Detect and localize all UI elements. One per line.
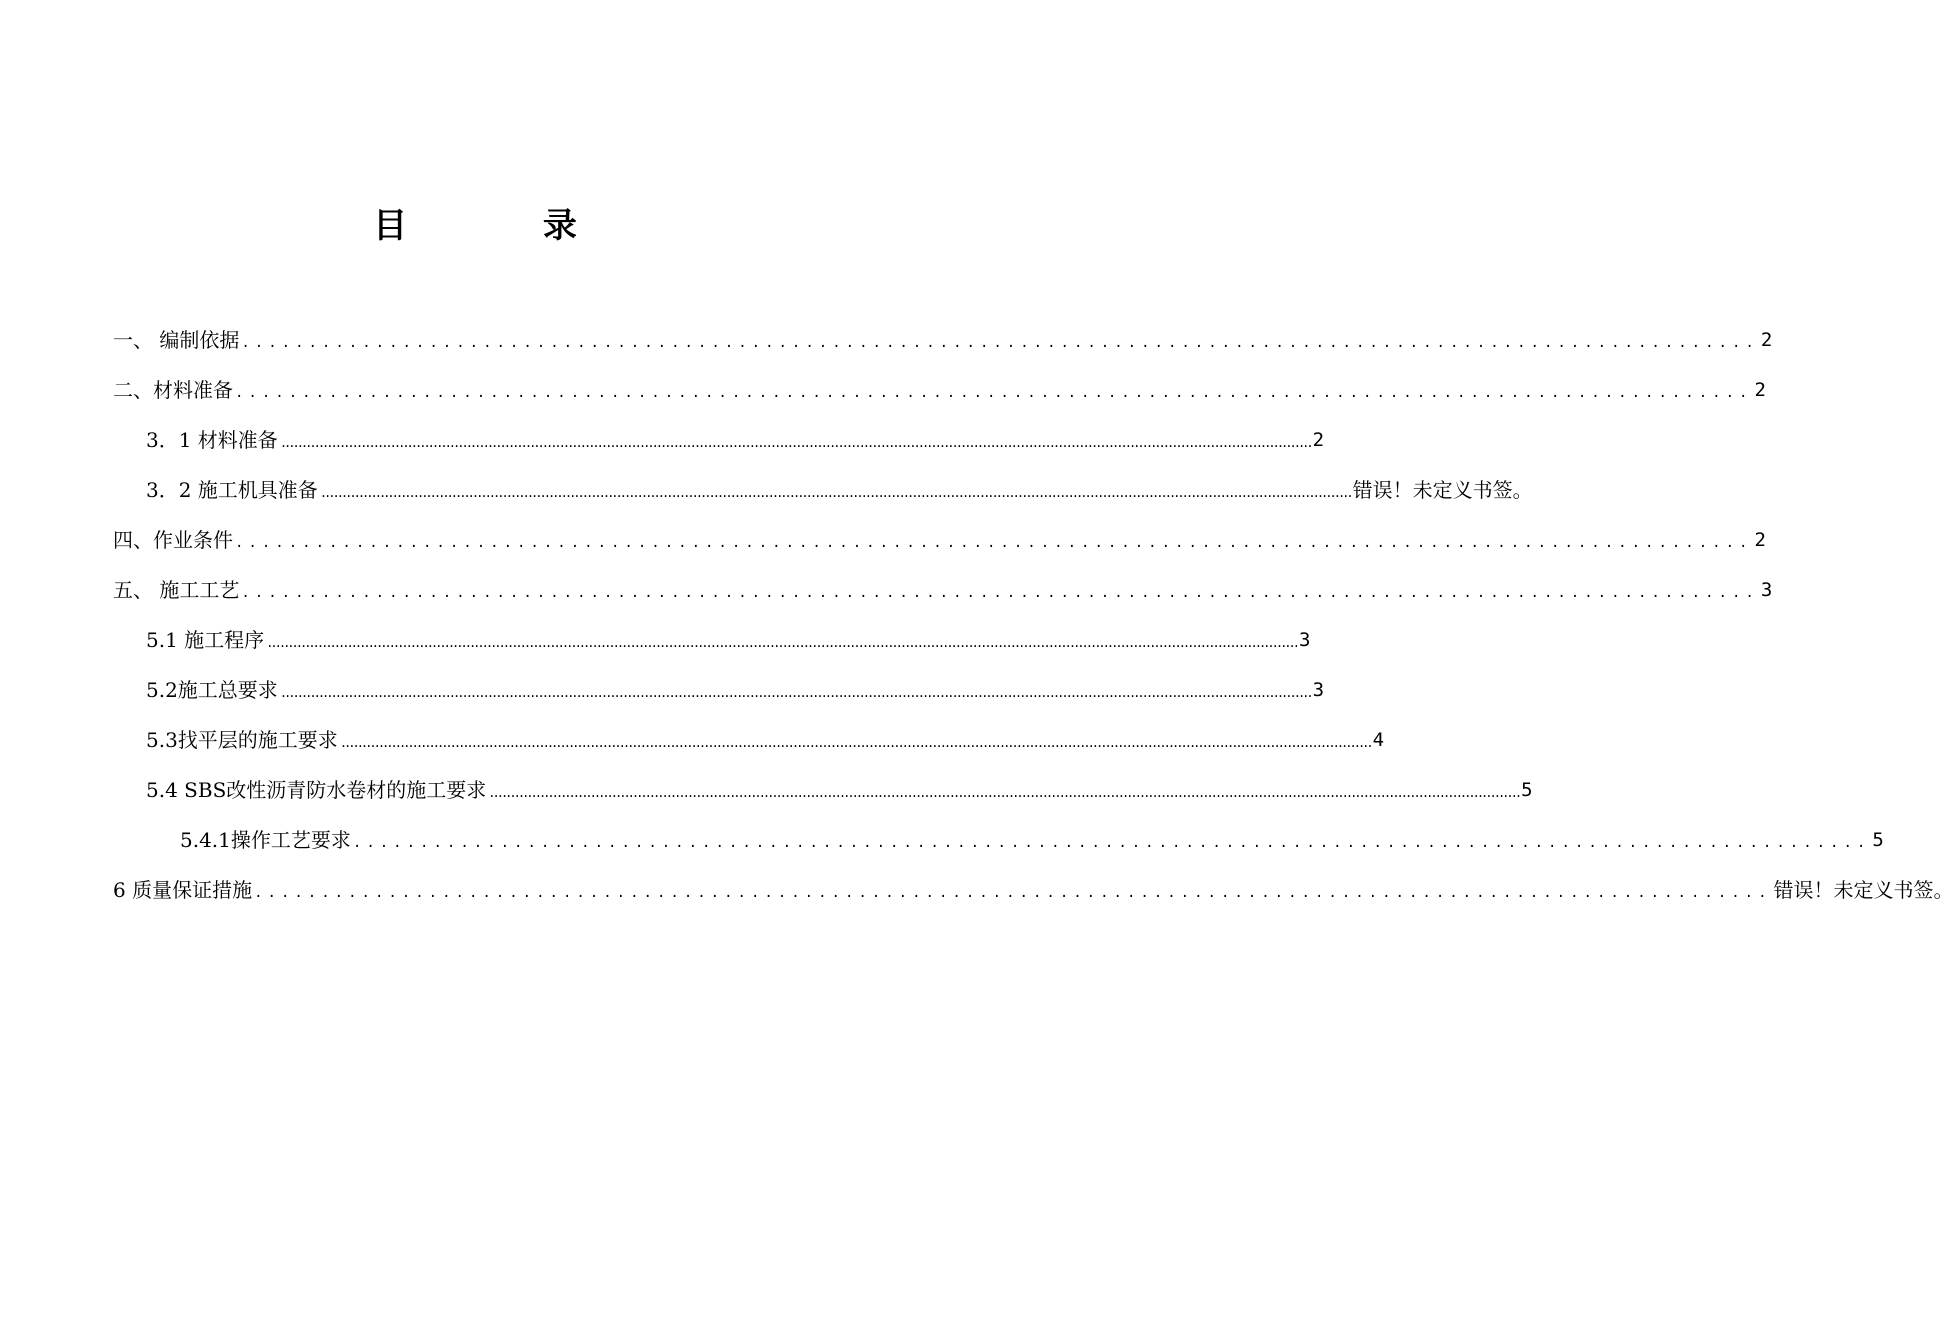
toc-entry-page: 3 [1298, 629, 1311, 651]
toc-leader: .................................................................................................................................................................................................................................................... [266, 636, 1297, 650]
toc-entry[interactable] [180, 813, 1884, 853]
page-title: 目 录 [373, 206, 639, 246]
toc-entry-label: 一、 编制依据 [113, 328, 240, 352]
toc-entry-label: 6 质量保证措施 [113, 878, 253, 902]
toc-entry-label: 四、作业条件 [113, 528, 233, 552]
toc-entry[interactable] [113, 863, 1954, 903]
toc-entry[interactable] [146, 463, 1533, 503]
toc-entry-page: 3 [1760, 579, 1773, 601]
toc-leader: .................................................................................................................................................................................................................................................... [279, 436, 1311, 450]
toc-entry-page: 3 [1312, 679, 1325, 701]
toc-entry-label: 5.3找平层的施工要求 [146, 728, 338, 752]
toc-leader: .................................................................................................................................................................................................................................................... [319, 486, 1351, 500]
toc-entry[interactable] [146, 713, 1385, 753]
toc-leader: .................................................................................................................................................................................................................................................... [279, 686, 1311, 700]
toc-entry[interactable] [146, 413, 1325, 453]
toc-entry-page: 4 [1372, 729, 1385, 751]
toc-entry[interactable] [146, 613, 1311, 653]
toc-leader: .................................................................................................................................................................................................................................................... [488, 786, 1520, 800]
toc-entry[interactable] [146, 763, 1533, 803]
toc-entry-page: 2 [1312, 429, 1325, 451]
toc-entry-page: 5 [1872, 829, 1884, 851]
toc-entry-label: 3．2 施工机具准备 [146, 478, 318, 502]
toc-leader: .................................................................................................................................................................................................................................................... [339, 736, 1371, 750]
toc-entry[interactable] [113, 363, 1766, 403]
toc-leader: ................................................................................................................. [241, 585, 1759, 601]
toc-entry-page: 2 [1754, 379, 1766, 401]
toc-leader: ................................................................................................................. [235, 385, 1753, 401]
toc-leader: ................................................................................................................. [241, 335, 1759, 351]
toc-entry-page: 5 [1521, 779, 1533, 801]
toc-entry-label: 5.4 SBS改性沥青防水卷材的施工要求 [146, 778, 487, 802]
toc-leader: ................................................................................................................. [235, 535, 1753, 551]
toc-entry-page: 错误！未定义书签。 [1773, 878, 1954, 902]
toc-entry-page: 错误！未定义书签。 [1352, 478, 1533, 502]
toc-entry-label: 5.4.1操作工艺要求 [180, 828, 351, 852]
toc-entry-label: 五、 施工工艺 [113, 578, 240, 602]
toc-entry-label: 5.2施工总要求 [146, 678, 278, 702]
toc-leader: ................................................................................................................. [254, 885, 1772, 901]
toc-entry-label: 二、材料准备 [113, 378, 233, 402]
toc-entry-label: 5.1 施工程序 [146, 628, 265, 652]
toc-entry[interactable] [113, 513, 1766, 553]
toc-entry[interactable] [113, 313, 1773, 353]
toc-entry-page: 2 [1760, 329, 1773, 351]
toc-entry[interactable] [146, 663, 1325, 703]
toc-entry-page: 2 [1754, 529, 1766, 551]
toc-entry[interactable] [113, 563, 1773, 603]
toc-leader: ................................................................................................................. [352, 835, 1871, 851]
toc-entry-label: 3．1 材料准备 [146, 428, 278, 452]
